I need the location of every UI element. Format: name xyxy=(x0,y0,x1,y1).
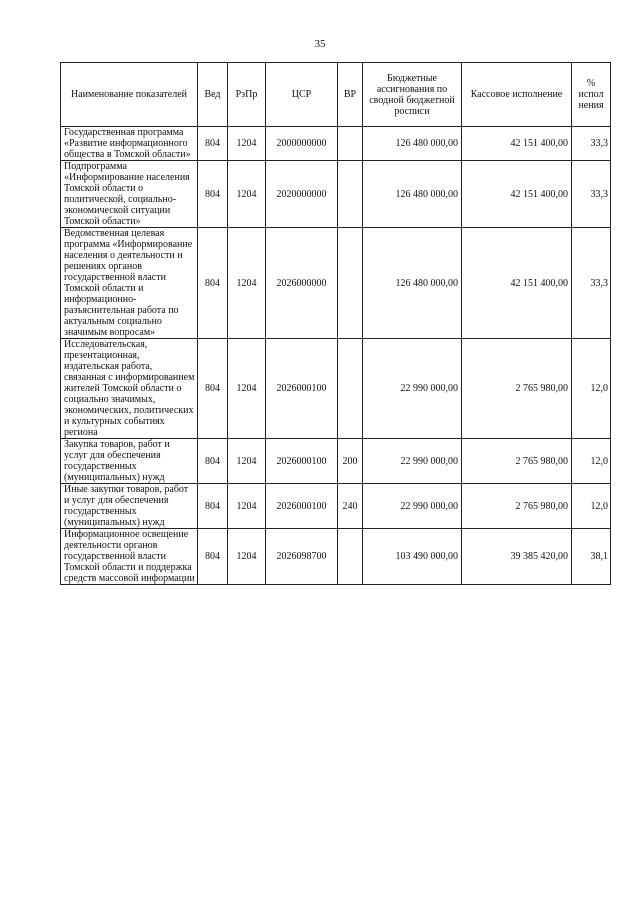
row-budget: 103 490 000,00 xyxy=(363,529,462,585)
row-ved: 804 xyxy=(198,127,228,161)
table-row xyxy=(61,484,611,529)
table-row xyxy=(61,339,611,439)
row-ved: 804 xyxy=(198,228,228,339)
row-percent: 33,3 xyxy=(572,228,611,339)
row-ved: 804 xyxy=(198,439,228,484)
row-budget: 22 990 000,00 xyxy=(363,339,462,439)
table-row xyxy=(61,161,611,228)
header-name: Наименование показателей xyxy=(61,63,198,127)
row-name: Закупка товаров, работ и услуг для обеспечения государственных (муниципальных) нужд xyxy=(61,439,198,484)
row-cash: 2 765 980,00 xyxy=(462,439,572,484)
budget-table xyxy=(60,62,611,585)
row-rzpr: 1204 xyxy=(228,127,266,161)
row-cash: 42 151 400,00 xyxy=(462,228,572,339)
row-csr: 2000000000 xyxy=(266,127,338,161)
table-row xyxy=(61,127,611,161)
row-rzpr: 1204 xyxy=(228,484,266,529)
row-ved: 804 xyxy=(198,529,228,585)
row-name: Ведомственная целевая программа «Информирование населения о деятельности и решениях органов государственной власти Томской области и информационно-разъяснительная работа по актуальным социально значимым вопросам» xyxy=(61,228,198,339)
row-ved: 804 xyxy=(198,339,228,439)
row-percent: 12,0 xyxy=(572,484,611,529)
row-csr: 2026000100 xyxy=(266,484,338,529)
row-budget: 22 990 000,00 xyxy=(363,484,462,529)
row-csr: 2026000100 xyxy=(266,339,338,439)
header-cash: Кассовое исполнение xyxy=(462,63,572,127)
row-name: Иные закупки товаров, работ и услуг для обеспечения государственных (муниципальных) нужд xyxy=(61,484,198,529)
header-csr: ЦСР xyxy=(266,63,338,127)
row-cash: 42 151 400,00 xyxy=(462,127,572,161)
row-ved: 804 xyxy=(198,484,228,529)
row-budget: 126 480 000,00 xyxy=(363,127,462,161)
row-rzpr: 1204 xyxy=(228,161,266,228)
row-vr: 200 xyxy=(338,439,363,484)
row-percent: 12,0 xyxy=(572,439,611,484)
row-vr xyxy=(338,127,363,161)
row-cash: 39 385 420,00 xyxy=(462,529,572,585)
table-row xyxy=(61,228,611,339)
table-row xyxy=(61,439,611,484)
row-rzpr: 1204 xyxy=(228,339,266,439)
table-header-row xyxy=(61,63,611,127)
row-rzpr: 1204 xyxy=(228,439,266,484)
row-vr xyxy=(338,529,363,585)
table-row xyxy=(61,529,611,585)
row-budget: 22 990 000,00 xyxy=(363,439,462,484)
row-vr: 240 xyxy=(338,484,363,529)
row-csr: 2026000000 xyxy=(266,228,338,339)
row-vr xyxy=(338,228,363,339)
row-vr xyxy=(338,161,363,228)
row-csr: 2026098700 xyxy=(266,529,338,585)
row-rzpr: 1204 xyxy=(228,529,266,585)
row-name: Подпрограмма «Информирование населения Томской области о политической, социально-экономической ситуации Томской области» xyxy=(61,161,198,228)
row-cash: 2 765 980,00 xyxy=(462,339,572,439)
row-budget: 126 480 000,00 xyxy=(363,228,462,339)
row-budget: 126 480 000,00 xyxy=(363,161,462,228)
row-percent: 33,3 xyxy=(572,161,611,228)
page-number: 35 xyxy=(314,38,326,50)
header-vr: ВР xyxy=(338,63,363,127)
row-cash: 2 765 980,00 xyxy=(462,484,572,529)
row-ved: 804 xyxy=(198,161,228,228)
header-percent: % испол нения xyxy=(572,63,611,127)
row-name: Исследовательская, презентационная, издательская работа, связанная с информированием жителей Томской области о социально значимых, экономических, политических и культурных событиях региона xyxy=(61,339,198,439)
row-percent: 38,1 xyxy=(572,529,611,585)
row-cash: 42 151 400,00 xyxy=(462,161,572,228)
row-csr: 2026000100 xyxy=(266,439,338,484)
row-percent: 33,3 xyxy=(572,127,611,161)
row-name: Информационное освещение деятельности органов государственной власти Томской области и поддержка средств массовой информации xyxy=(61,529,198,585)
row-vr xyxy=(338,339,363,439)
header-ved: Вед xyxy=(198,63,228,127)
row-name: Государственная программа «Развитие информационного общества в Томской области» xyxy=(61,127,198,161)
row-csr: 2020000000 xyxy=(266,161,338,228)
row-percent: 12,0 xyxy=(572,339,611,439)
header-budget: Бюджетные ассигнования по сводной бюджетной росписи xyxy=(363,63,462,127)
row-rzpr: 1204 xyxy=(228,228,266,339)
header-rzpr: РзПр xyxy=(228,63,266,127)
